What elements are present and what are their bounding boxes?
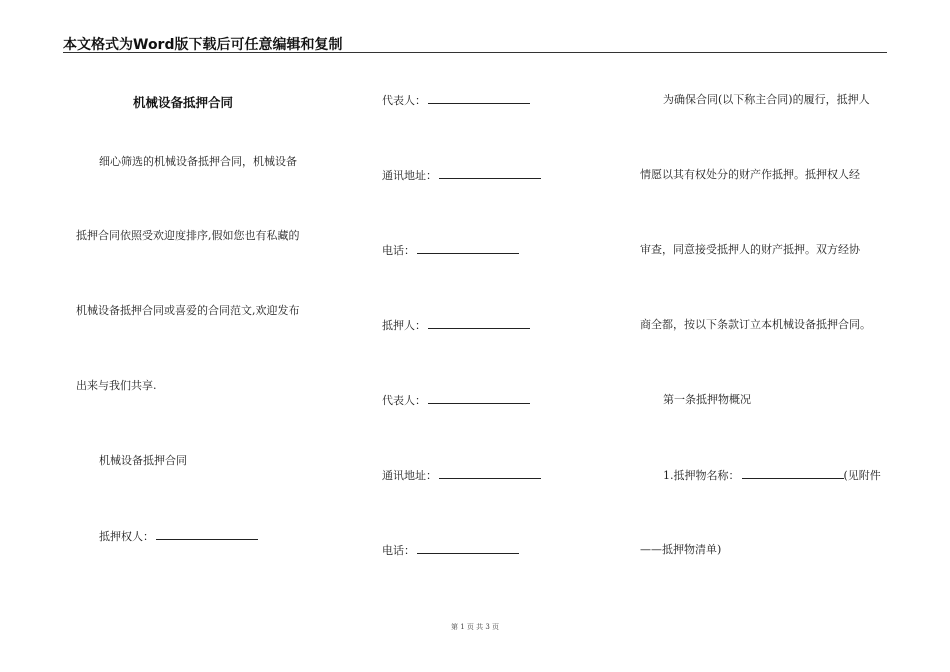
representative-blank-2 bbox=[428, 393, 530, 404]
intro-line-3: 机械设备抵押合同或喜爱的合同范文,欢迎发布 bbox=[76, 304, 300, 317]
phone-field-1 bbox=[382, 243, 519, 258]
address-field-2 bbox=[382, 468, 541, 483]
phone-blank-1 bbox=[417, 243, 519, 254]
representative-label-2: 代表人： bbox=[382, 394, 426, 407]
intro-line-2: 抵押合同依照受欢迎度排序,假如您也有私藏的 bbox=[76, 229, 300, 242]
phone-field-2 bbox=[382, 543, 519, 558]
body-line-4: 商全都，按以下条款订立本机械设备抵押合同。 bbox=[640, 318, 871, 331]
intro-line-1: 细心筛选的机械设备抵押合同，机械设备 bbox=[99, 155, 297, 168]
collateral-name-blank bbox=[742, 468, 844, 479]
mortgagor-label: 抵押人： bbox=[382, 319, 426, 332]
mortgagee-blank bbox=[156, 529, 258, 540]
representative-field-2 bbox=[382, 393, 530, 408]
page-title: 机械设备抵押合同 bbox=[133, 95, 234, 110]
collateral-name-suffix: (见附件 bbox=[843, 469, 881, 482]
page-number: 第 1 页 共 3 页 bbox=[450, 623, 500, 631]
address-field-1 bbox=[382, 168, 541, 183]
body-line-1: 为确保合同(以下称主合同)的履行，抵押人 bbox=[663, 93, 870, 106]
collateral-name-label: 1.抵押物名称： bbox=[663, 469, 740, 482]
phone-label-1: 电话： bbox=[382, 244, 415, 257]
mortgagor-blank bbox=[428, 318, 530, 329]
address-blank-1 bbox=[439, 168, 541, 179]
collateral-name-field bbox=[663, 468, 881, 483]
address-label-1: 通讯地址： bbox=[382, 169, 437, 182]
mortgagee-label: 抵押权人： bbox=[99, 530, 154, 543]
address-label-2: 通讯地址： bbox=[382, 469, 437, 482]
header-divider bbox=[63, 52, 887, 53]
collateral-list-note: ——抵押物清单) bbox=[640, 543, 722, 556]
contract-subtitle: 机械设备抵押合同 bbox=[99, 454, 187, 467]
phone-blank-2 bbox=[417, 543, 519, 554]
section-heading: 第一条抵押物概况 bbox=[663, 393, 751, 406]
document-header: 本文格式为Word版下载后可任意编辑和复制 bbox=[63, 37, 343, 53]
address-blank-2 bbox=[439, 468, 541, 479]
representative-blank-1 bbox=[428, 93, 530, 104]
phone-label-2: 电话： bbox=[382, 544, 415, 557]
mortgagor-field bbox=[382, 318, 530, 333]
body-line-3: 审查，同意接受抵押人的财产抵押。双方经协 bbox=[640, 243, 860, 256]
representative-field-1 bbox=[382, 93, 530, 108]
intro-line-4: 出来与我们共享. bbox=[76, 379, 157, 392]
mortgagee-field bbox=[99, 529, 258, 544]
body-line-2: 情愿以其有权处分的财产作抵押。抵押权人经 bbox=[640, 168, 860, 181]
representative-label-1: 代表人： bbox=[382, 94, 426, 107]
